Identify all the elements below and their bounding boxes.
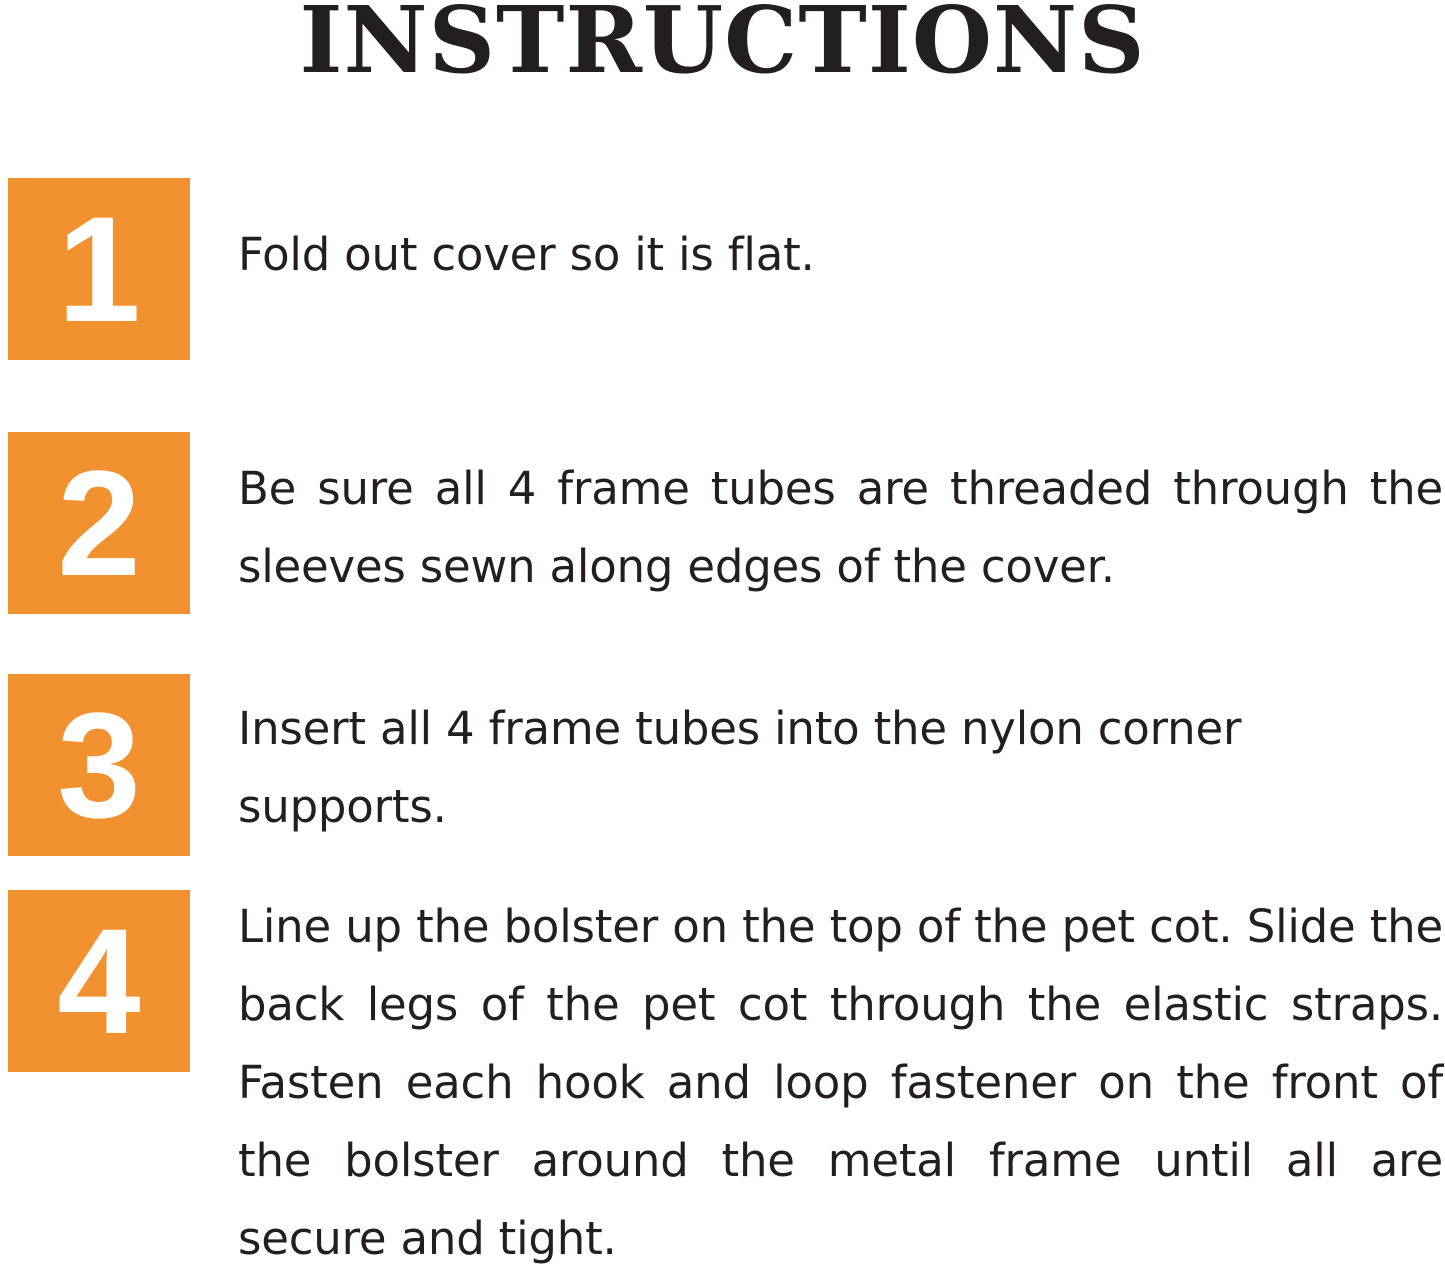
page-title: INSTRUCTIONS <box>299 0 1146 94</box>
step-text: Fold out cover so it is flat. <box>238 228 815 281</box>
step-text: Be sure all 4 frame tubes are threaded through the sleeves sewn along edges of the cover. <box>238 462 1443 593</box>
step-text: Line up the bolster on the top of the pet cot. Slide the back legs of the pet cot through the elastic straps. Fasten each hook and loop fastener on the front of the bolster around the metal frame until all are secure and tight. <box>238 900 1443 1265</box>
step-number-badge: 1 <box>8 178 190 360</box>
step-number-badge: 4 <box>8 890 190 1072</box>
step-number-badge: 3 <box>8 674 190 856</box>
step-number-badge: 2 <box>8 432 190 614</box>
step-text: Insert all 4 frame tubes into the nylon corner supports. <box>238 702 1242 833</box>
